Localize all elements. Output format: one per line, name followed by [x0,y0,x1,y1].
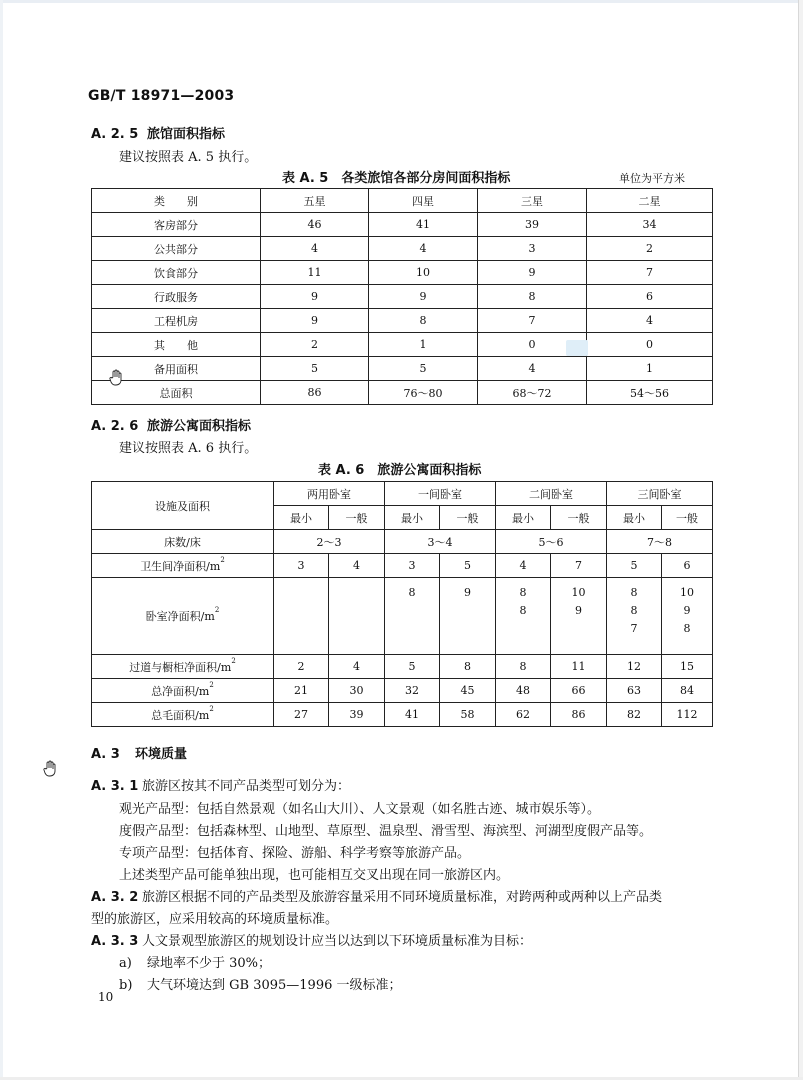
section-title: 环境质量 [135,747,188,762]
superscript: 2 [220,555,225,564]
table-cell: 8 [369,309,478,333]
document-id: GB/T 18971—2003 [88,88,235,104]
sub-header: 一般 [329,506,385,530]
clause-a33 [91,930,532,949]
table-cell: 8 [496,655,551,679]
corner-header: 设施及面积 [92,482,274,530]
section-title: 旅游公寓面积指标 [147,419,252,434]
header-cell: 三星 [478,189,587,213]
cell-value: 8 [519,586,527,599]
section-a26-text: 建议按照表 A. 6 执行。 [119,441,258,456]
table-cell: 21 [274,679,329,703]
list-marker: a) [119,956,132,971]
header-cell: 四星 [369,189,478,213]
table-row [92,357,713,381]
list-marker: b) [119,978,133,993]
table-a6 [91,481,713,727]
table-cell: 27 [274,703,329,727]
viewer-frame-top [0,0,803,3]
table-cell: 5 [261,357,369,381]
row-label: 客房部分 [92,213,261,237]
table-cell: 4 [329,655,385,679]
table-row [92,578,713,655]
table-cell [496,578,551,655]
cell-value: 9 [464,586,471,599]
table-cell: 46 [261,213,369,237]
section-a3-heading [91,743,187,762]
section-number: A. 3 [91,747,120,762]
table-cell: 2～3 [274,530,385,554]
sub-header: 最小 [607,506,662,530]
page-number: 10 [98,990,114,1004]
table-cell: 8 [440,655,496,679]
table-cell [662,578,713,655]
table-cell: 6 [587,285,713,309]
table-cell: 63 [607,679,662,703]
sub-header: 一般 [440,506,496,530]
row-label-text: 总毛面积/m [151,708,210,722]
table-cell [274,578,329,655]
row-label: 行政服务 [92,285,261,309]
cell-value: 8 [408,586,416,599]
table-header-row [92,189,713,213]
table-cell: 3 [385,554,440,578]
table-cell: 9 [261,309,369,333]
table-row [92,381,713,405]
table-row [92,679,713,703]
cell-value: 8 [630,586,638,599]
table-row [92,703,713,727]
table-cell: 2 [261,333,369,357]
table-cell: 66 [551,679,607,703]
table-cell: 4 [261,237,369,261]
row-label: 饮食部分 [92,261,261,285]
table-cell: 3 [274,554,329,578]
viewer-frame-left [0,0,3,1080]
row-label: 其 他 [92,333,261,357]
table-cell: 76～80 [369,381,478,405]
table-cell: 4 [478,357,587,381]
clause-a32 [91,886,662,905]
cell-value: 8 [683,622,691,635]
table-cell: 5 [440,554,496,578]
table-cell: 39 [478,213,587,237]
superscript: 2 [231,656,236,665]
table-cell: 58 [440,703,496,727]
table-cell: 7 [587,261,713,285]
clause-text: 旅游区按其不同产品类型可划分为： [142,779,351,794]
table-cell: 6 [662,554,713,578]
row-label: 备用面积 [92,357,261,381]
table-cell: 86 [551,703,607,727]
clause-number: A. 3. 3 [91,934,139,949]
table-row [92,213,713,237]
row-label-text: 总净面积/m [151,684,210,698]
table-cell [440,578,496,655]
row-label [92,655,274,679]
table-cell: 2 [274,655,329,679]
table-cell: 54～56 [587,381,713,405]
superscript: 2 [209,680,214,689]
cell-value: 10 [680,586,694,599]
table-cell: 3 [478,237,587,261]
table-cell: 5 [607,554,662,578]
section-number: A. 2. 5 [91,127,139,142]
list-text: 绿地率不少于 30%； [147,956,272,971]
row-label [92,679,274,703]
table-cell: 7～8 [607,530,713,554]
table-cell: 1 [587,357,713,381]
table-cell: 5 [369,357,478,381]
table-a5 [91,188,713,405]
hand-cursor-icon [42,760,58,778]
table-cell: 9 [369,285,478,309]
table-cell: 4 [496,554,551,578]
table-a6-caption: 表 A. 6 旅游公寓面积指标 [318,463,482,478]
table-header-row [92,482,713,506]
table-cell: 45 [440,679,496,703]
table-cell: 1 [369,333,478,357]
table-row [92,237,713,261]
table-cell: 0 [587,333,713,357]
table-cell: 5 [385,655,440,679]
table-cell: 5～6 [496,530,607,554]
table-cell: 41 [385,703,440,727]
table-row [92,285,713,309]
sub-header: 一般 [551,506,607,530]
table-cell: 11 [261,261,369,285]
superscript: 2 [209,704,214,713]
table-cell: 39 [329,703,385,727]
clause-text: 旅游区根据不同的产品类型及旅游容量采用不同环境质量标准，对跨两种或两种以上产品类 [142,890,663,905]
table-cell: 112 [662,703,713,727]
table-cell: 9 [261,285,369,309]
header-cell: 五星 [261,189,369,213]
table-cell [385,578,440,655]
header-cell: 类 别 [92,189,261,213]
row-label-text: 卫生间净面积/m [140,559,221,573]
table-cell: 62 [496,703,551,727]
table-cell: 48 [496,679,551,703]
section-a26-heading [91,415,251,434]
table-cell: 4 [329,554,385,578]
table-cell: 9 [478,261,587,285]
cell-value: 7 [630,622,638,635]
table-row [92,261,713,285]
section-title: 旅馆面积指标 [147,127,226,142]
cell-value: 10 [571,586,586,599]
table-cell: 0 [478,333,587,357]
table-row [92,554,713,578]
clause-line: 观光产品型：包括自然景观（如名山大川）、人文景观（如名胜古迹、城市娱乐等）。 [119,802,601,817]
table-cell: 2 [587,237,713,261]
table-cell: 82 [607,703,662,727]
cell-value: 9 [683,604,691,617]
sub-header: 一般 [662,506,713,530]
viewer-scrollbar[interactable] [798,0,803,1080]
group-header: 两用卧室 [274,482,385,506]
row-label: 总面积 [92,381,261,405]
list-item [119,974,402,993]
table-cell: 32 [385,679,440,703]
watermark-mark [566,340,588,356]
table-cell: 68～72 [478,381,587,405]
table-row [92,655,713,679]
clause-line: 度假产品型：包括森林型、山地型、草原型、温泉型、滑雪型、海滨型、河湖型度假产品等。 [119,824,653,839]
row-label: 公共部分 [92,237,261,261]
table-cell [329,578,385,655]
row-label: 床数/床 [92,530,274,554]
clause-line: 专项产品型：包括体育、探险、游船、科学考察等旅游产品。 [119,846,471,861]
section-a25-text: 建议按照表 A. 5 执行。 [119,150,258,165]
cell-value: 9 [575,604,582,617]
table-cell [551,578,607,655]
table-cell: 15 [662,655,713,679]
table-cell: 84 [662,679,713,703]
table-row [92,333,713,357]
clause-a31 [91,775,350,794]
list-text: 大气环境达到 GB 3095—1996 一级标准； [147,978,402,993]
group-header: 一间卧室 [385,482,496,506]
cell-value: 8 [630,604,638,617]
section-a25-heading [91,123,225,142]
sub-header: 最小 [274,506,329,530]
table-cell: 11 [551,655,607,679]
table-cell: 4 [369,237,478,261]
table-cell: 12 [607,655,662,679]
table-row [92,530,713,554]
table-row [92,309,713,333]
table-cell: 3～4 [385,530,496,554]
header-cell: 二星 [587,189,713,213]
table-cell: 41 [369,213,478,237]
cell-value: 8 [519,604,527,617]
clause-text: 人文景观型旅游区的规划设计应当以达到以下环境质量标准为目标： [142,934,533,949]
hand-cursor-icon [108,369,124,387]
table-cell: 4 [587,309,713,333]
section-number: A. 2. 6 [91,419,139,434]
sub-header: 最小 [385,506,440,530]
table-cell: 86 [261,381,369,405]
row-label [92,554,274,578]
table-cell: 8 [478,285,587,309]
table-cell: 10 [369,261,478,285]
row-label: 工程机房 [92,309,261,333]
table-a5-unit: 单位为平方米 [619,172,685,185]
group-header: 二间卧室 [496,482,607,506]
table-cell: 7 [551,554,607,578]
clause-line: 型的旅游区，应采用较高的环境质量标准。 [91,912,339,927]
table-cell: 30 [329,679,385,703]
sub-header: 最小 [496,506,551,530]
row-label-text: 过道与橱柜净面积/m [129,660,232,674]
row-label-text: 卧室净面积/m [145,610,215,623]
superscript: 2 [214,606,220,614]
table-cell: 7 [478,309,587,333]
clause-number: A. 3. 1 [91,779,139,794]
list-item [119,952,271,971]
table-cell: 34 [587,213,713,237]
clause-line: 上述类型产品可能单独出现，也可能相互交叉出现在同一旅游区内。 [119,868,510,883]
table-cell [607,578,662,655]
row-label [92,578,274,655]
clause-number: A. 3. 2 [91,890,139,905]
row-label [92,703,274,727]
group-header: 三间卧室 [607,482,713,506]
table-a5-caption: 表 A. 5 各类旅馆各部分房间面积指标 [282,171,511,186]
